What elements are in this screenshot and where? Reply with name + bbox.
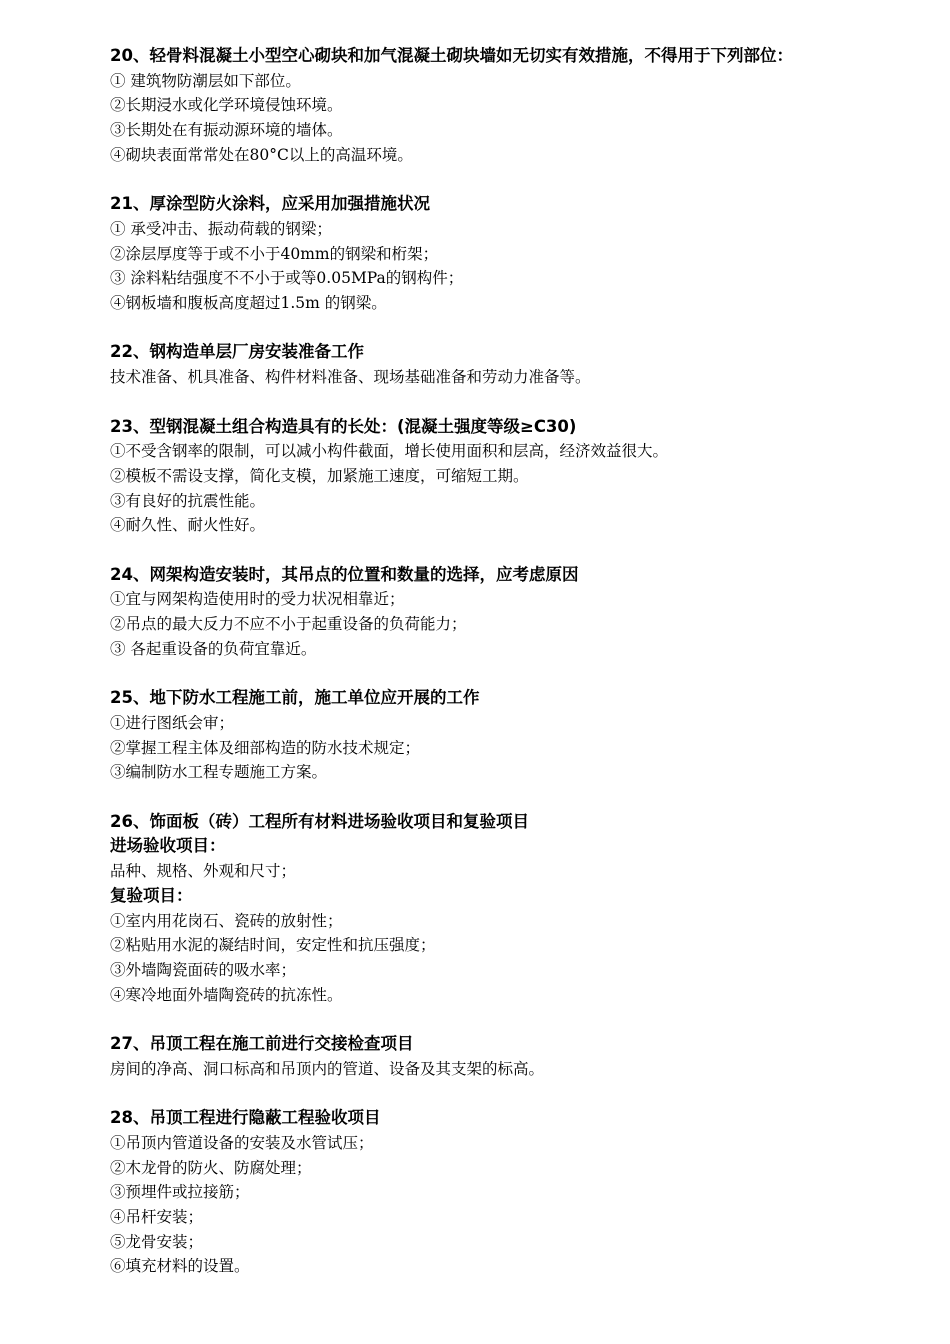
list-item: ③有良好的抗震性能。 <box>110 491 266 510</box>
list-item: ②木龙骨的防火、防腐处理； <box>110 1158 312 1177</box>
section-title: 28、吊顶工程进行隐蔽工程验收项目 <box>110 1108 381 1128</box>
list-item: ③长期处在有振动源环境的墙体。 <box>110 121 343 140</box>
list-item: ②模板不需设支撑，简化支模，加紧施工速度，可缩短工期。 <box>110 466 529 485</box>
list-item: ④耐久性、耐火性好。 <box>110 516 266 535</box>
list-item: ⑤龙骨安装； <box>110 1232 204 1251</box>
section-25 <box>110 686 870 785</box>
list-item: ① 承受冲击、振动荷载的钢梁； <box>110 219 332 238</box>
section-20 <box>110 44 870 168</box>
list-item: 房间的净高、洞口标高和吊顶内的管道、设备及其支架的标高。 <box>110 1059 545 1078</box>
section-21 <box>110 192 870 316</box>
section-title: 24、网架构造安装时，其吊点的位置和数量的选择，应考虑原因 <box>110 564 579 584</box>
section-title: 23、型钢混凝土组合构造具有的长处：(混凝土强度等级≥C30) <box>110 416 577 436</box>
list-item: ②涂层厚度等于或不小于40mm的钢梁和桁架； <box>110 244 439 263</box>
list-item: ①宜与网架构造使用时的受力状况相靠近； <box>110 590 405 609</box>
list-item: ③编制防水工程专题施工方案。 <box>110 763 328 782</box>
subheading-incoming-inspection: 进场验收项目： <box>110 836 226 856</box>
list-item: ⑥填充材料的设置。 <box>110 1257 250 1276</box>
list-item: ②长期浸水或化学环境侵蚀环境。 <box>110 96 343 115</box>
section-28 <box>110 1106 870 1279</box>
section-title: 25、地下防水工程施工前，施工单位应开展的工作 <box>110 688 480 708</box>
section-title: 27、吊顶工程在施工前进行交接检查项目 <box>110 1034 414 1054</box>
list-item: ④钢板墙和腹板高度超过1.5m 的钢梁。 <box>110 294 387 313</box>
list-item: ①进行图纸会审； <box>110 713 235 732</box>
list-item: ④寒冷地面外墙陶瓷砖的抗冻性。 <box>110 985 343 1004</box>
list-item: ③ 各起重设备的负荷宜靠近。 <box>110 639 317 658</box>
section-22 <box>110 340 870 389</box>
section-23 <box>110 415 870 539</box>
list-item: ②吊点的最大反力不应不小于起重设备的负荷能力； <box>110 615 467 634</box>
section-title: 26、饰面板（砖）工程所有材料进场验收项目和复验项目 <box>110 811 529 831</box>
list-item: ④砌块表面常常处在80°C以上的高温环境。 <box>110 145 413 164</box>
list-item: ①不受含钢率的限制，可以减小构件截面，增长使用面积和层高，经济效益很大。 <box>110 442 669 461</box>
section-title: 22、钢构造单层厂房安装准备工作 <box>110 342 364 362</box>
list-item: ④吊杆安装； <box>110 1207 204 1226</box>
subheading-reinspection: 复验项目： <box>110 885 193 905</box>
section-24 <box>110 563 870 662</box>
list-item: 品种、规格、外观和尺寸； <box>110 862 297 881</box>
list-item: ③预埋件或拉接筋； <box>110 1183 250 1202</box>
section-title: 20、轻骨料混凝土小型空心砌块和加气混凝土砌块墙如无切实有效措施，不得用于下列部位： <box>110 46 793 65</box>
section-26 <box>110 810 870 1008</box>
section-title: 21、厚涂型防火涂料，应采用加强措施状况 <box>110 194 430 214</box>
list-item: ①吊顶内管道设备的安装及水管试压； <box>110 1133 374 1152</box>
list-item: ②粘贴用水泥的凝结时间，安定性和抗压强度； <box>110 936 436 955</box>
document-page <box>110 44 870 1304</box>
list-item: ③ 涂料粘结强度不不小于或等0.05MPa的钢构件； <box>110 269 464 288</box>
list-item: ②掌握工程主体及细部构造的防水技术规定； <box>110 738 421 757</box>
list-item: ① 建筑物防潮层如下部位。 <box>110 71 301 90</box>
section-27 <box>110 1032 870 1081</box>
list-item: 技术准备、机具准备、构件材料准备、现场基础准备和劳动力准备等。 <box>110 368 591 387</box>
list-item: ①室内用花岗石、瓷砖的放射性； <box>110 911 343 930</box>
list-item: ③外墙陶瓷面砖的吸水率； <box>110 960 297 979</box>
